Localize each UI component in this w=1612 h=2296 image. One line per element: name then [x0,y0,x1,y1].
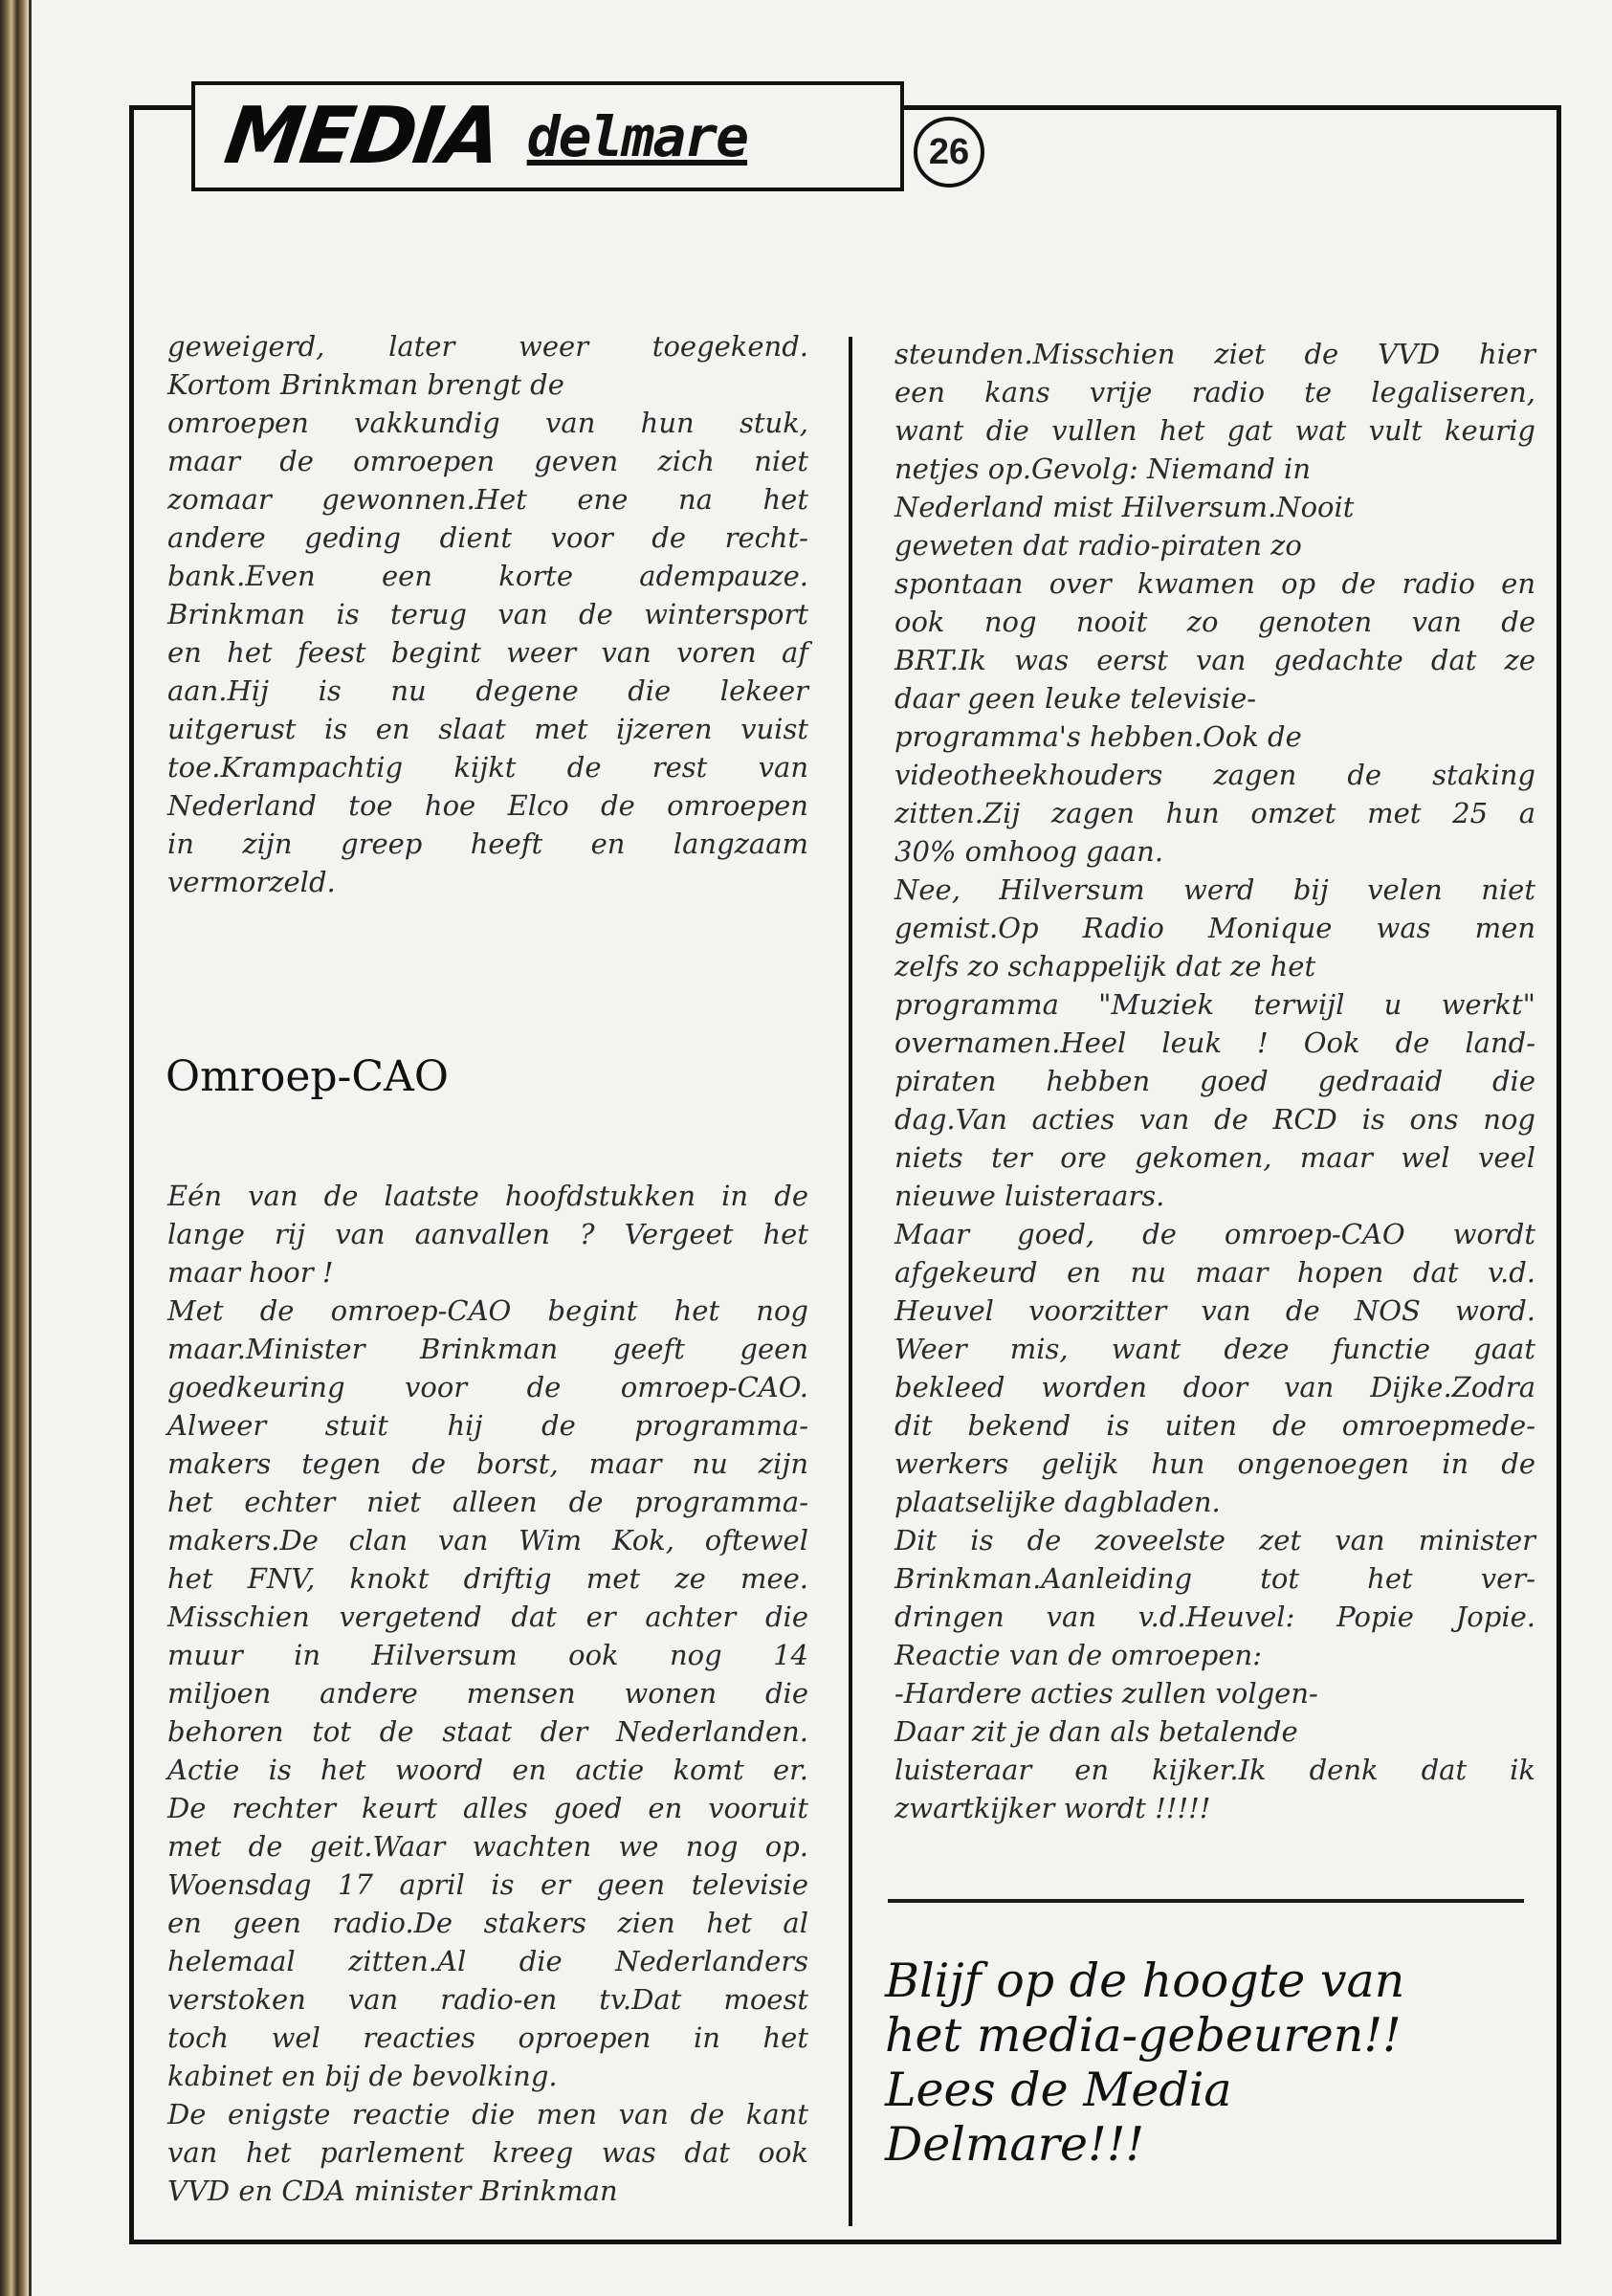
text-line: videotheekhouders zagen de staking [894,759,1535,791]
text-line: netjes op.Gevolg: Niemand in [894,453,1311,485]
text-line: Delmare!!! [885,2117,1145,2172]
masthead-title: MEDIA [219,90,505,182]
text-line: Nederland toe hoe Elco de omroepen [167,789,808,822]
text-line: plaatselijke dagbladen. [894,1486,1221,1518]
column-divider [849,337,852,2226]
text-line: andere geding dient voor de recht- [167,521,808,554]
text-line: miljoen andere mensen wonen die [167,1677,808,1710]
text-line: De rechter keurt alles goed en vooruit [167,1792,808,1824]
text-line: Alweer stuit hij de programma- [167,1409,808,1442]
text-line: van het parlement kreeg was dat ook [167,2136,808,2169]
text-line: bank.Even een korte adempauze. [167,560,808,592]
text-line: VVD en CDA minister Brinkman [167,2175,618,2207]
text-line: makers.De clan van Wim Kok, oftewel [167,1524,808,1556]
text-line: -Hardere acties zullen volgen- [894,1677,1318,1710]
text-line: Woensdag 17 april is er geen televisie [167,1868,808,1901]
text-line: zwartkijker wordt !!!!! [894,1792,1211,1824]
text-line: spontaan over kwamen op de radio en [894,567,1535,600]
text-line: Brinkman is terug van de wintersport [167,598,808,630]
text-line: nieuwe luisteraars. [894,1180,1165,1212]
text-line: Weer mis, want deze functie gaat [894,1333,1535,1365]
text-line: verstoken van radio-en tv.Dat moest [167,1983,808,2016]
text-line: en het feest begint weer van voren af [167,636,808,669]
text-line: Brinkman.Aanleiding tot het ver- [894,1562,1535,1595]
text-line: toe.Krampachtig kijkt de rest van [167,751,808,784]
text-line: vermorzeld. [167,866,336,898]
text-line: overnamen.Heel leuk ! Ook de land- [894,1027,1535,1059]
text-line: het echter niet alleen de programma- [167,1486,808,1518]
text-line: De enigste reactie die men van de kant [167,2098,808,2130]
text-line: Heuvel voorzitter van de NOS word. [894,1294,1535,1327]
text-line: in zijn greep heeft en langzaam [167,828,808,860]
text-line: Nee, Hilversum werd bij velen niet [894,873,1535,906]
text-line: behoren tot de staat der Nederlanden. [167,1715,808,1748]
text-line: een kans vrije radio te legaliseren, [894,376,1535,408]
text-line: 30% omhoog gaan. [894,835,1164,868]
text-line: bekleed worden door van Dijke.Zodra [894,1371,1535,1403]
text-line: afgekeurd en nu maar hopen dat v.d. [894,1256,1535,1289]
text-line: goedkeuring voor de omroep-CAO. [167,1371,808,1403]
text-line: werkers gelijk hun ongenoegen in de [894,1447,1535,1480]
text-line: programma "Muziek terwijl u werkt" [894,988,1535,1021]
text-line: muur in Hilversum ook nog 14 [167,1639,808,1671]
text-line: Maar goed, de omroep-CAO wordt [894,1218,1535,1250]
text-line: lange rij van aanvallen ? Vergeet het [167,1218,808,1250]
text-line: Dit is de zoveelste zet van minister [894,1524,1535,1556]
left-column-intro [167,327,808,901]
right-column-body [894,335,1535,1827]
text-line: dringen van v.d.Heuvel: Popie Jopie. [894,1601,1535,1633]
text-line: met de geit.Waar wachten we nog op. [167,1830,808,1863]
left-column-body [167,1177,808,2210]
text-line: daar geen leuke televisie- [894,682,1257,715]
text-line: want die vullen het gat wat vult keurig [894,414,1535,447]
text-line: omroepen vakkundig van hun stuk, [167,407,808,439]
text-line: steunden.Misschien ziet de VVD hier [894,338,1535,370]
binding-edge [29,0,32,2296]
text-line: zitten.Zij zagen hun omzet met 25 a [894,797,1535,829]
text-line: Daar zit je dan als betalende [894,1715,1298,1748]
text-line: Nederland mist Hilversum.Nooit [894,491,1355,523]
text-line: Blijf op de hoogte van [885,1954,1405,2008]
text-line: Misschien vergetend dat er achter die [167,1601,808,1633]
text-line: Reactie van de omroepen: [894,1639,1262,1671]
text-line: maar hoor ! [167,1256,334,1289]
page-number-badge [914,117,984,188]
text-line: Met de omroep-CAO begint het nog [167,1294,808,1327]
text-line: zomaar gewonnen.Het ene na het [167,483,808,516]
text-line: aan.Hij is nu degene die lekeer [167,674,808,707]
text-line: Eén van de laatste hoofdstukken in de [167,1180,808,1212]
text-line: het FNV, knokt driftig met ze mee. [167,1562,808,1595]
horizontal-rule [888,1899,1524,1903]
promo-block [885,1954,1535,2172]
text-line: programma's hebben.Ook de [894,720,1302,753]
masthead [191,81,904,191]
text-line: Kortom Brinkman brengt de [167,368,564,401]
text-line: Lees de Media [885,2063,1232,2117]
text-line: BRT.Ik was eerst van gedachte dat ze [894,644,1535,676]
text-line: zelfs zo schappelijk dat ze het [894,950,1316,982]
text-line: en geen radio.De stakers zien het al [167,1907,808,1939]
text-line: geweten dat radio-piraten zo [894,529,1302,562]
page-number: 26 [928,131,970,172]
text-line: makers tegen de borst, maar nu zijn [167,1447,808,1480]
text-line: niets ter ore gekomen, maar wel veel [894,1141,1535,1174]
text-line: het media-gebeuren!! [885,2008,1402,2063]
text-line: geweigerd, later weer toegekend. [167,330,808,363]
text-line: piraten hebben goed gedraaid die [894,1065,1535,1097]
section-heading: Omroep-CAO [166,1052,449,1101]
text-line: luisteraar en kijker.Ik denk dat ik [894,1754,1535,1786]
text-line: Actie is het woord en actie komt er. [167,1754,808,1786]
text-line: maar de omroepen geven zich niet [167,445,808,477]
text-line: ook nog nooit zo genoten van de [894,606,1535,638]
page-binding [0,0,29,2296]
text-line: kabinet en bij de bevolking. [167,2060,558,2092]
text-line: dag.Van acties van de RCD is ons nog [894,1103,1535,1136]
text-line: toch wel reacties oproepen in het [167,2021,808,2054]
text-line: dit bekend is uiten de omroepmede- [894,1409,1535,1442]
text-line: gemist.Op Radio Monique was men [894,912,1535,944]
text-line: uitgerust is en slaat met ijzeren vuist [167,713,808,745]
masthead-subtitle: delmare [526,103,748,169]
text-line: helemaal zitten.Al die Nederlanders [167,1945,808,1977]
text-line: maar.Minister Brinkman geeft geen [167,1333,808,1365]
